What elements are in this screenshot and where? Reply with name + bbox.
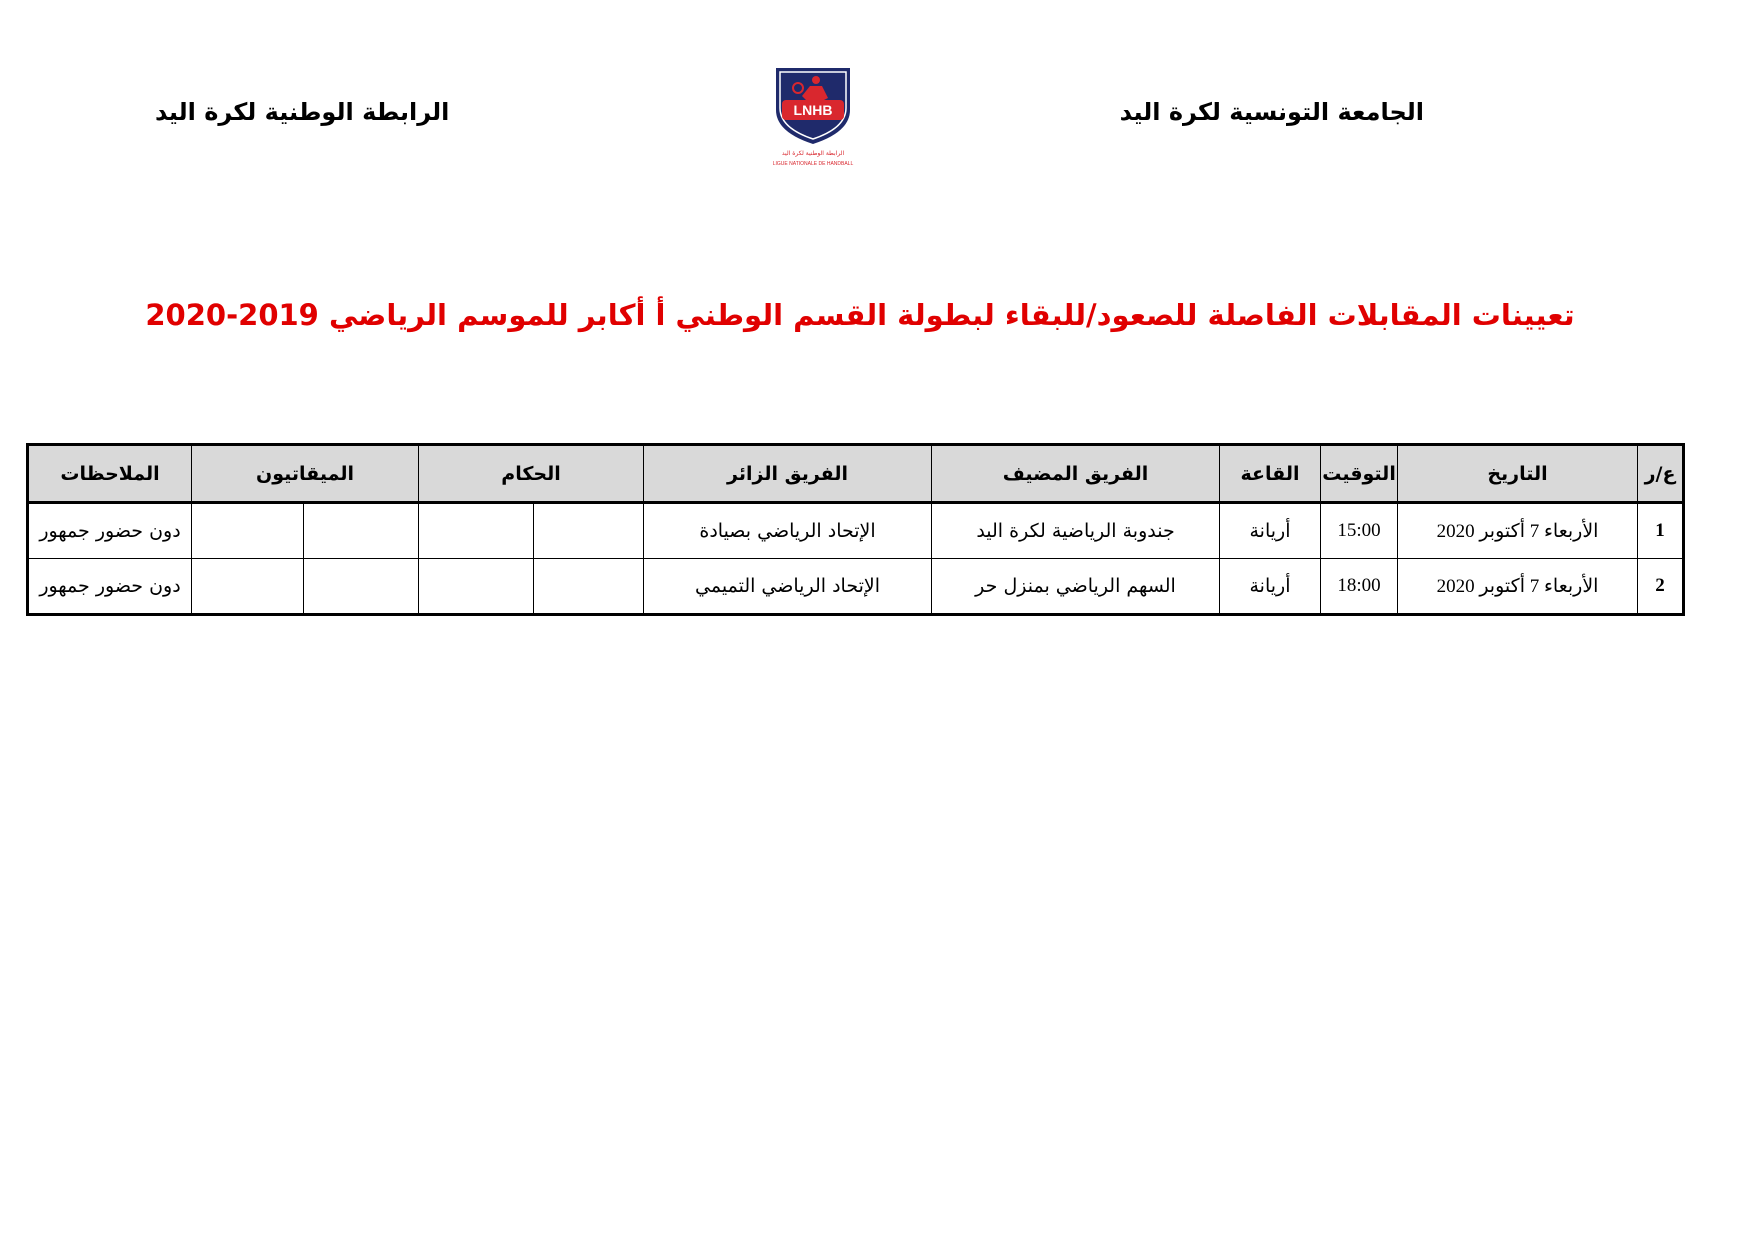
cell-time: 15:00 [1321, 503, 1398, 559]
logo-badge-text: LNHB [793, 102, 833, 118]
cell-hall: أريانة [1220, 503, 1321, 559]
header-referees: الحكام [419, 445, 644, 503]
header-date: التاريخ [1398, 445, 1638, 503]
cell-referee-1 [534, 559, 644, 615]
lnhb-logo [768, 62, 858, 172]
cell-referee-2 [419, 503, 534, 559]
header-time: التوقيت [1321, 445, 1398, 503]
header-notes: الملاحظات [28, 445, 192, 503]
cell-notes: دون حضور جمهور [28, 559, 192, 615]
cell-timekeeper-2 [192, 503, 304, 559]
header-num: ع/ر [1638, 445, 1684, 503]
federation-name: الجامعة التونسية لكرة اليد [1119, 98, 1424, 126]
lnhb-logo-graphic [768, 62, 858, 172]
table-row [28, 559, 1684, 615]
table-row [28, 503, 1684, 559]
cell-referee-1 [534, 503, 644, 559]
cell-home-team: السهم الرياضي بمنزل حر [932, 559, 1220, 615]
logo-latin-subtitle: LIGUE NATIONALE DE HANDBALL [772, 161, 854, 167]
cell-hall: أريانة [1220, 559, 1321, 615]
cell-home-team: جندوبة الرياضية لكرة اليد [932, 503, 1220, 559]
page-title: تعيينات المقابلات الفاصلة للصعود/للبقاء لبطولة القسم الوطني أ أكابر للموسم الرياضي 2019-2020 [145, 298, 1575, 332]
cell-timekeeper-1 [304, 559, 419, 615]
cell-num: 2 [1638, 559, 1684, 615]
cell-notes: دون حضور جمهور [28, 503, 192, 559]
cell-referee-2 [419, 559, 534, 615]
cell-away-team: الإتحاد الرياضي التميمي [644, 559, 932, 615]
table-header-row [28, 445, 1684, 503]
header-hall: القاعة [1220, 445, 1321, 503]
cell-timekeeper-2 [192, 559, 304, 615]
cell-num: 1 [1638, 503, 1684, 559]
cell-date: الأربعاء 7 أكتوبر 2020 [1398, 559, 1638, 615]
header-timekeepers: الميقاتيون [192, 445, 419, 503]
cell-away-team: الإتحاد الرياضي بصيادة [644, 503, 932, 559]
assignments-table [26, 443, 1685, 616]
header-home-team: الفريق المضيف [932, 445, 1220, 503]
cell-time: 18:00 [1321, 559, 1398, 615]
cell-timekeeper-1 [304, 503, 419, 559]
header-away-team: الفريق الزائر [644, 445, 932, 503]
league-name: الرابطة الوطنية لكرة اليد [155, 98, 450, 126]
cell-date: الأربعاء 7 أكتوبر 2020 [1398, 503, 1638, 559]
logo-arabic-subtitle: الرابطة الوطنية لكرة اليد [781, 150, 845, 157]
